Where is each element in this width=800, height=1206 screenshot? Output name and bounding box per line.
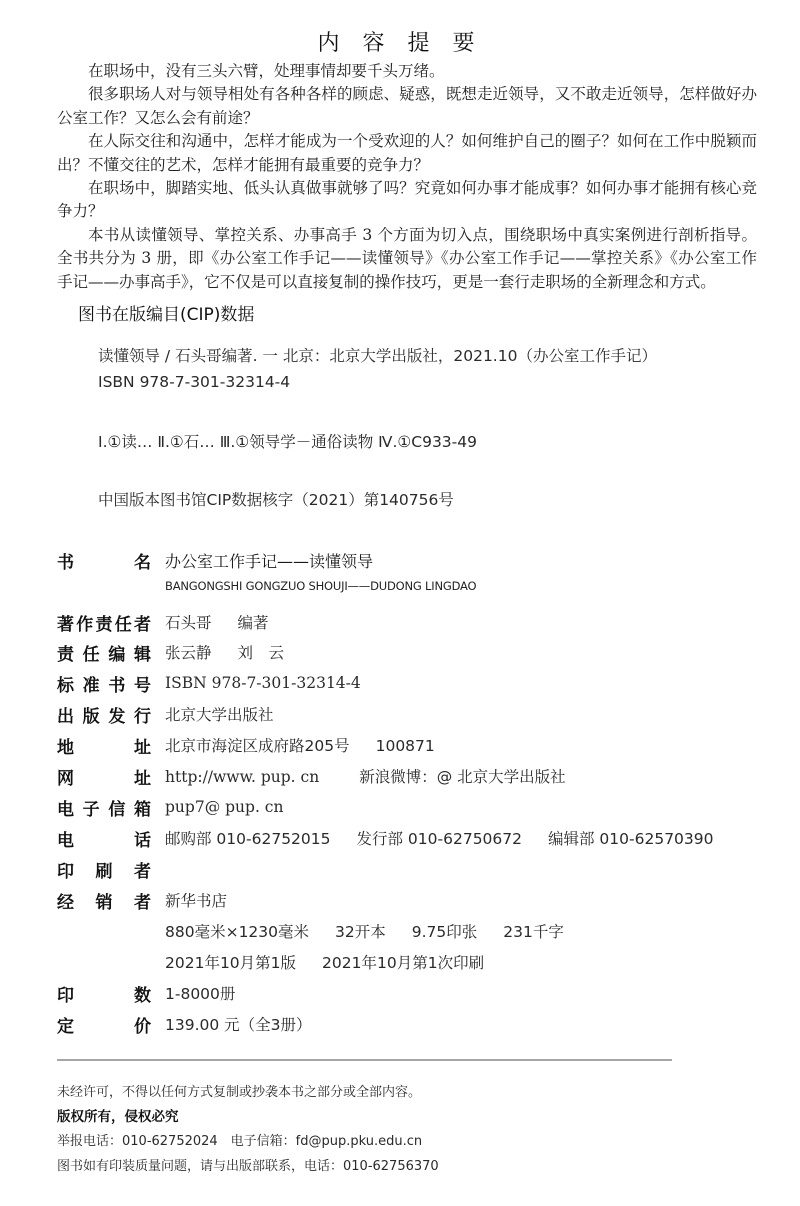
label-char: 者: [134, 892, 151, 913]
spec-sheets: 9.75印张: [411, 923, 478, 941]
label-char: 标: [57, 675, 74, 696]
info-label-website: [57, 764, 151, 789]
label-char: 印: [57, 861, 74, 882]
info-label-email: [57, 795, 151, 820]
info-row-website: [57, 764, 566, 788]
label-char: 经: [57, 892, 74, 913]
label-char: 作: [76, 614, 94, 635]
label-char: 书: [108, 675, 126, 696]
info-row-editors: [57, 640, 284, 664]
label-char: 数: [134, 985, 151, 1006]
info-row-phone: [57, 826, 714, 850]
info-label-printer: [57, 857, 151, 882]
label-char: 名: [134, 552, 151, 573]
info-row-edition: [165, 950, 484, 974]
cip-classification: Ⅰ.①读… Ⅱ.①石… Ⅲ.①领导学－通俗读物 Ⅳ.①C933-49: [98, 433, 477, 451]
label-char: 定: [57, 1016, 74, 1037]
printing-text: 2021年10月第1次印刷: [322, 954, 485, 972]
price-value: 139.00 元（全3册）: [165, 1016, 312, 1034]
email-value[interactable]: pup7@ pup. cn: [165, 798, 284, 816]
info-row-email: [57, 795, 283, 819]
info-row-printer: [57, 857, 165, 881]
cip-isbn: ISBN 978-7-301-32314-4: [98, 373, 291, 391]
copy-notice: 未经许可，不得以任何方式复制或抄袭本书之部分或全部内容。: [57, 1085, 422, 1100]
info-label-isbn: [57, 671, 151, 696]
label-char: 话: [134, 830, 151, 851]
info-row-distributor: [57, 888, 227, 912]
website-value: [165, 765, 566, 787]
summary-paragraph: 本书从读懂领导、掌控关系、办事高手 3 个方面为切入点，围绕职场中真实案例进行剖析指导。全书共分为 3 册，即《办公室工作手记——读懂领导》《办公室工作手记——掌控关系》《办公室工作手记——办事高手》，它不仅是可以直接复制的操作技巧，更是一套行走职场的全新理念和方式。: [57, 225, 757, 291]
label-char: 刷: [95, 861, 113, 882]
label-char: 电: [57, 799, 74, 820]
label-char: 任: [82, 644, 100, 665]
label-char: 者: [134, 614, 151, 635]
cip-record: 读懂领导 / 石头哥编著. 一 北京：北京大学出版社，2021.10（办公室工作手记）: [98, 347, 657, 365]
info-row-price: [57, 1012, 312, 1036]
label-char: 印: [57, 985, 74, 1006]
label-char: 信: [108, 799, 126, 820]
info-label-phone: [57, 826, 151, 851]
phone-mail-order: 邮购部 010-62752015: [165, 830, 331, 848]
spec-format: 32开本: [335, 923, 386, 941]
editor-name: 张云静: [165, 644, 212, 662]
cip-approval-number: 中国版本图书馆CIP数据核字（2021）第140756号: [98, 491, 454, 509]
label-char: 任: [114, 614, 132, 635]
label-char: 责: [95, 614, 113, 635]
address-value: [165, 734, 435, 756]
label-char: 电: [57, 830, 74, 851]
label-char: 责: [57, 644, 74, 665]
info-label-address: [57, 733, 151, 758]
summary-paragraph: 在人际交往和沟通中，怎样才能成为一个受欢迎的人？如何维护自己的圈子？如何在工作中脱颖而出？不懂交往的艺术，怎样才能拥有最重要的竞争力？: [57, 132, 757, 174]
book-title-value: 办公室工作手记——读懂领导: [165, 551, 374, 571]
label-char: 版: [82, 706, 100, 727]
info-row-book-title: [57, 548, 373, 572]
isbn-value: ISBN 978-7-301-32314-4: [165, 674, 361, 692]
divider: [57, 1059, 672, 1061]
label-char: 址: [134, 737, 151, 758]
author-value: [165, 611, 269, 633]
editors-value: [165, 641, 284, 663]
author-name: 石头哥: [165, 614, 212, 632]
info-label-distributor: [57, 888, 151, 913]
label-char: 辑: [133, 644, 151, 665]
info-row-print-run: [57, 981, 235, 1005]
cip-heading: 图书在版编目(CIP)数据: [78, 305, 255, 325]
label-char: 箱: [133, 799, 151, 820]
info-label-price: [57, 1012, 151, 1037]
label-char: 准: [82, 675, 100, 696]
label-char: 号: [133, 675, 151, 696]
label-char: 销: [95, 892, 113, 913]
print-run-value: 1-8000册: [165, 985, 236, 1003]
info-label-book-title: [57, 548, 151, 573]
label-char: 著: [57, 614, 74, 635]
phone-value: [165, 827, 714, 849]
summary-paragraph: 在职场中，脚踏实地、低头认真做事就够了吗？究竟如何办事才能成事？如何办事才能拥有核心竞争力？: [57, 179, 757, 221]
website-link[interactable]: http://www. pup. cn: [165, 768, 320, 786]
summary-paragraph: 在职场中，没有三头六臂，处理事情却要千头万绪。: [88, 62, 445, 80]
info-row-isbn: [57, 671, 361, 695]
edition-value: [165, 951, 484, 973]
label-char: 编: [108, 644, 126, 665]
report-contact: 举报电话：010-62752024 电子信箱：fd@pup.pku.edu.cn: [57, 1134, 423, 1149]
rights-reserved: 版权所有，侵权必究: [57, 1109, 179, 1125]
weibo-handle: 新浪微博：@ 北京大学出版社: [359, 768, 566, 786]
label-char: 发: [108, 706, 126, 727]
editor-name: 刘 云: [237, 644, 285, 662]
quality-contact: 图书如有印装质量问题，请与出版部联系，电话：010-62756370: [57, 1159, 439, 1174]
label-char: 出: [57, 706, 74, 727]
label-char: 网: [57, 768, 74, 789]
label-char: 地: [57, 737, 74, 758]
info-row-specs: [165, 919, 564, 943]
info-label-publisher: [57, 702, 151, 727]
address-postcode: 100871: [375, 737, 435, 755]
summary-title: 内 容 提 要: [317, 31, 483, 56]
label-char: 子: [82, 799, 100, 820]
info-row-author: [57, 610, 269, 634]
distributor-value: 新华书店: [165, 892, 228, 910]
label-char: 址: [134, 768, 151, 789]
info-label-author: [57, 610, 151, 635]
info-label-print-run: [57, 981, 151, 1006]
book-title-pinyin: BANGONGSHI GONGZUO SHOUJI——DUDONG LINGDAO: [165, 579, 477, 593]
label-char: 书: [57, 552, 74, 573]
address-street: 北京市海淀区成府路205号: [165, 737, 350, 755]
label-char: 者: [134, 861, 151, 882]
summary-body: [57, 60, 757, 294]
info-row-publisher: [57, 702, 274, 726]
label-char: 价: [134, 1016, 151, 1037]
phone-editorial: 编辑部 010-62570390: [548, 830, 714, 848]
info-label-editors: [57, 640, 151, 665]
spec-words: 231千字: [503, 923, 564, 941]
edition-text: 2021年10月第1版: [165, 954, 297, 972]
spec-size: 880毫米×1230毫米: [165, 923, 310, 941]
info-row-address: [57, 733, 435, 757]
label-char: 行: [133, 706, 151, 727]
phone-distribution: 发行部 010-62750672: [356, 830, 522, 848]
summary-paragraph: 很多职场人对与领导相处有各种各样的顾虑、疑惑，既想走近领导，又不敢走近领导，怎样做好办公室工作？又怎么会有前途？: [57, 85, 757, 127]
publisher-value: 北京大学出版社: [165, 706, 274, 724]
specs-value: [165, 920, 564, 942]
author-role: 编著: [237, 614, 269, 632]
